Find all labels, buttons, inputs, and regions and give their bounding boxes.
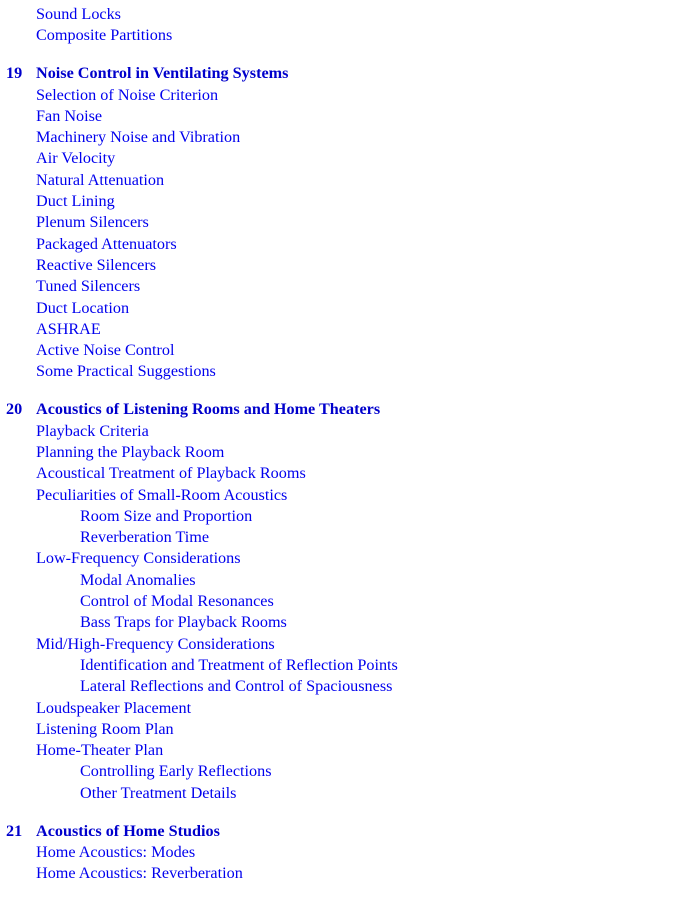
toc-section-link[interactable]: Tuned Silencers <box>36 277 141 296</box>
toc-subsection-link[interactable]: Reverberation Time <box>80 528 210 547</box>
toc-subsection-link[interactable]: Identification and Treatment of Reflection Points <box>80 655 398 674</box>
toc-subsection-link[interactable]: Lateral Reflections and Control of Spaciousness <box>80 677 393 696</box>
toc-section-link[interactable]: Duct Location <box>36 298 130 317</box>
chapter-number: 20 <box>6 400 23 419</box>
toc-section-link[interactable]: Listening Room Plan <box>36 719 174 738</box>
chapter-title-link[interactable]: Acoustics of Listening Rooms and Home Theaters <box>36 400 381 419</box>
toc-section-link[interactable]: Acoustical Treatment of Playback Rooms <box>36 464 306 483</box>
toc-section-link[interactable]: ASHRAE <box>36 319 101 338</box>
toc-subsection-link[interactable]: Bass Traps for Playback Rooms <box>80 613 287 632</box>
toc-section-link[interactable]: Home Acoustics: Reverberation <box>36 864 243 883</box>
toc-section-link[interactable]: Low-Frequency Considerations <box>36 549 241 568</box>
toc-section-link[interactable]: Peculiarities of Small-Room Acoustics <box>36 485 288 504</box>
toc-section-link[interactable]: Selection of Noise Criterion <box>36 85 219 104</box>
toc-section-link[interactable]: Sound Locks <box>36 5 121 23</box>
toc-section-link[interactable]: Active Noise Control <box>36 341 175 360</box>
toc-section-link[interactable]: Mid/High-Frequency Considerations <box>36 634 275 653</box>
toc-section-link[interactable]: Home-Theater Plan <box>36 741 164 760</box>
toc-section-link[interactable]: Machinery Noise and Vibration <box>36 128 241 147</box>
chapter-heading <box>0 821 695 842</box>
toc-subsection-link[interactable]: Room Size and Proportion <box>80 506 253 525</box>
toc-section-link[interactable]: Natural Attenuation <box>36 170 165 189</box>
toc-section-link[interactable]: Fan Noise <box>36 106 103 125</box>
toc-subsection-link[interactable]: Controlling Early Reflections <box>80 762 272 781</box>
chapter-title-link[interactable]: Acoustics of Home Studios <box>36 821 220 840</box>
toc-section-link[interactable]: Duct Lining <box>36 192 115 210</box>
toc-section-link[interactable]: Packaged Attenuators <box>36 234 177 253</box>
toc-section-link[interactable]: Loudspeaker Placement <box>36 698 192 717</box>
chapter-number: 21 <box>6 821 23 840</box>
chapter-number: 19 <box>6 64 23 83</box>
toc-section-link[interactable]: Planning the Playback Room <box>36 442 225 461</box>
toc-section-link[interactable]: Home Acoustics: Modes <box>36 842 196 861</box>
toc-section-link[interactable]: Some Practical Suggestions <box>36 362 216 381</box>
toc-subsection-link[interactable]: Other Treatment Details <box>80 783 237 802</box>
toc-section-link[interactable]: Air Velocity <box>36 149 116 168</box>
toc-section-link[interactable]: Reactive Silencers <box>36 255 157 274</box>
toc-subsection-link[interactable]: Modal Anomalies <box>80 570 196 589</box>
toc-subsection-link[interactable]: Control of Modal Resonances <box>80 592 274 610</box>
chapter-heading <box>0 399 695 420</box>
chapter-title-link[interactable]: Noise Control in Ventilating Systems <box>36 64 289 83</box>
toc-section-link[interactable]: Plenum Silencers <box>36 213 149 232</box>
toc-section-link[interactable]: Composite Partitions <box>36 26 173 45</box>
chapter-heading <box>0 63 695 84</box>
toc-section-link[interactable]: Playback Criteria <box>36 421 149 440</box>
